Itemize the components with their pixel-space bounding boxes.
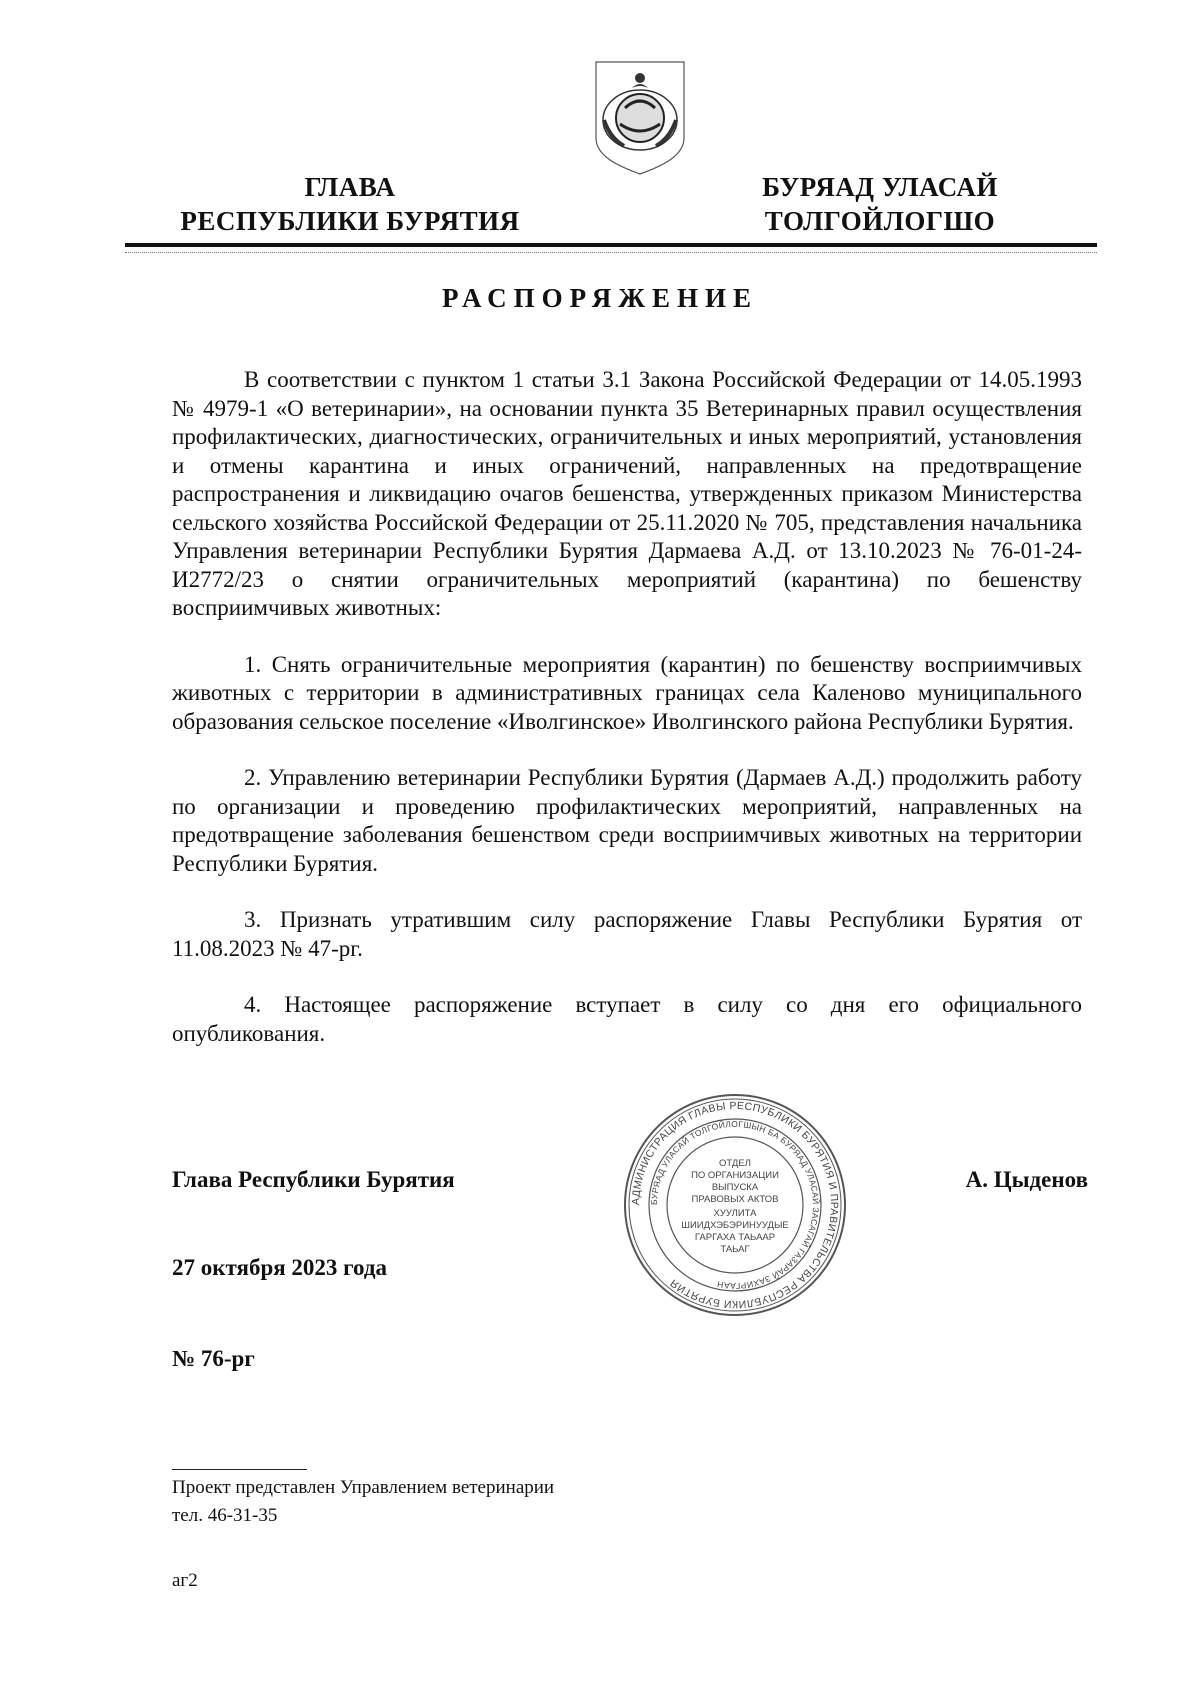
- issuer-heading-ru-line2: РЕСПУБЛИКИ БУРЯТИЯ: [180, 206, 520, 236]
- order-item-4: 4. Настоящее распоряжение вступает в силу со дня его официального опубликования.: [172, 992, 1082, 1046]
- signatory-title: Глава Республики Бурятия: [172, 1167, 455, 1192]
- document-date: 27 октября 2023 года: [172, 1255, 388, 1280]
- header-divider-dotted: [125, 252, 1097, 254]
- document-body: [172, 366, 1082, 1076]
- stamp-line: ОТДЕЛ: [719, 1158, 751, 1169]
- footer-project-note: Проект представлен Управлением ветеринарии: [172, 1477, 555, 1498]
- issuer-heading-ru-line1: ГЛАВА: [304, 172, 396, 202]
- footer-phone: тел. 46-31-35: [172, 1505, 278, 1526]
- signatory-name: А. Цыденов: [965, 1167, 1088, 1192]
- stamp-line: ТАЬАГ: [720, 1244, 750, 1255]
- coat-of-arms-icon: [590, 58, 690, 176]
- document-number: № 76-рг: [172, 1346, 255, 1371]
- stamp-line: ГАРГАХА ТАЬААР: [694, 1232, 776, 1243]
- official-stamp: [620, 1090, 850, 1320]
- document-title: РАСПОРЯЖЕНИЕ: [441, 283, 759, 313]
- stamp-line: ХУУЛИТА: [713, 1208, 757, 1219]
- stamp-line: ВЫПУСКА: [711, 1182, 759, 1193]
- order-item-2: 2. Управлению ветеринарии Республики Бурятия (Дармаев А.Д.) продолжить работу по организации и проведению профилактических мероприятий, направленных на предотвращение заболевания бешенством среди восприимчивых животных на территории Республики Бурятия.: [172, 765, 1082, 876]
- stamp-inner-ring-text: БУРЯАД УЛАСАЙ ТОЛГОЙЛОГШЫН БА БУРЯАД УЛАСАЙ ЗАСАГАЙ ГАЗАРАЙ ЗАХИРГААН: [648, 1118, 822, 1292]
- header-divider: [125, 243, 1097, 247]
- stamp-ring-text: АДМИНИСТРАЦИЯ ГЛАВЫ РЕСПУБЛИКИ БУРЯТИЯ И ПРАВИТЕЛЬСТВА РЕСПУБЛИКИ БУРЯТИЯ: [629, 1099, 841, 1311]
- issuer-heading-bua-line2: ТОЛГОЙЛОГШО: [764, 206, 996, 236]
- stamp-line: ПРАВОВЫХ АКТОВ: [691, 1194, 779, 1205]
- order-item-3: 3. Признать утратившим силу распоряжение Главы Республики Бурятия от 11.08.2023 № 47-рг.: [172, 907, 1082, 961]
- issuer-heading-ru: [150, 170, 550, 238]
- footnote-divider: [172, 1469, 307, 1470]
- preamble-paragraph: В соответствии с пунктом 1 статьи 3.1 Закона Российской Федерации от 14.05.1993 № 4979-1 «О ветеринарии», на основании пункта 35 Ветеринарных правил осуществления профилактических, диагностических, ограничительных и иных мероприятий, установления и отмены карантина и иных ограничений, направленных на предотвращение распространения и ликвидацию очагов бешенства, утвержденных приказом Министерства сельского хозяйства Российской Федерации от 25.11.2020 № 705, представления начальника Управления ветеринарии Республики Бурятия Дармаева А.Д. от 13.10.2023 № 76-01-24-И2772/23 о снятии ограничительных мероприятий (карантина) по бешенству восприимчивых животных:: [172, 367, 1082, 620]
- stamp-line: ПО ОРГАНИЗАЦИИ: [691, 1170, 779, 1181]
- footer-code: аг2: [172, 1570, 198, 1591]
- issuer-heading-bua-line1: БУРЯАД УЛАСАЙ: [762, 172, 998, 202]
- order-item-1: 1. Снять ограничительные мероприятия (карантин) по бешенству восприимчивых животных с территории в административных границах села Каленово муниципального образования сельское поселение «Иволгинское» Иволгинского района Республики Бурятия.: [172, 651, 1082, 734]
- issuer-heading-bua: [720, 170, 1040, 238]
- stamp-line: ШИИДХЭБЭРИНУУДЫЕ: [681, 1220, 789, 1231]
